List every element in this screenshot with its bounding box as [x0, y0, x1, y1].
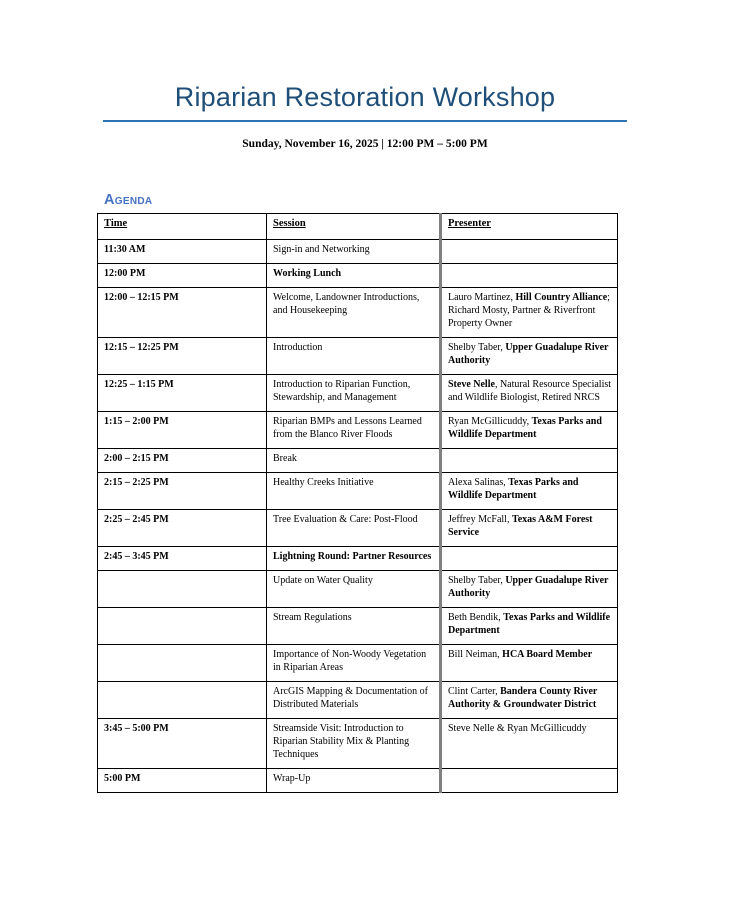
event-date-time: Sunday, November 16, 2025 | 12:00 PM – 5:00 PM: [242, 138, 488, 150]
agenda-table: [97, 213, 618, 793]
presenter-cell: [441, 645, 618, 682]
presenter-cell: [441, 412, 618, 449]
session-cell: [267, 264, 441, 288]
text-run: Break: [273, 453, 297, 464]
agenda-section-heading: Agenda: [104, 192, 153, 208]
agenda-row: [98, 375, 618, 412]
text-run: Introduction: [273, 342, 323, 353]
session-cell: [267, 608, 441, 645]
text-run: Texas Parks and Wildlife Department: [448, 477, 579, 501]
agenda-row: [98, 412, 618, 449]
text-run: ArcGIS Mapping & Documentation of Distributed Materials: [273, 686, 428, 710]
text-run: Wrap-Up: [273, 773, 311, 784]
time-cell: 2:15 – 2:25 PM: [98, 473, 267, 510]
text-run: Lightning Round: Partner Resources: [273, 551, 432, 562]
time-cell: [98, 608, 267, 645]
document-title: Riparian Restoration Workshop: [174, 82, 556, 112]
time-cell: 2:25 – 2:45 PM: [98, 510, 267, 547]
text-run: Lauro Martinez,: [448, 292, 516, 303]
header-row: [98, 214, 618, 240]
time-cell: 5:00 PM: [98, 769, 267, 793]
session-cell: [267, 449, 441, 473]
session-cell: [267, 645, 441, 682]
text-run: Stream Regulations: [273, 612, 352, 623]
text-run: Shelby Taber,: [448, 342, 506, 353]
presenter-cell: [441, 769, 618, 793]
session-cell: [267, 288, 441, 338]
text-run: Riparian BMPs and Lessons Learned from the Blanco River Floods: [273, 416, 422, 440]
agenda-row: [98, 608, 618, 645]
text-run: Beth Bendik,: [448, 612, 504, 623]
session-cell: [267, 412, 441, 449]
agenda-row: [98, 264, 618, 288]
text-run: ; Richard Mosty, Partner & Riverfront Property Owner: [448, 292, 610, 329]
agenda-row: [98, 510, 618, 547]
agenda-row: [98, 547, 618, 571]
text-run: Upper Guadalupe River Authority: [448, 342, 609, 366]
presenter-cell: [441, 264, 618, 288]
text-run: Welcome, Landowner Introductions, and Housekeeping: [273, 292, 420, 316]
time-cell: 12:00 PM: [98, 264, 267, 288]
session-cell: [267, 375, 441, 412]
session-cell: [267, 338, 441, 375]
title-underline-rule: [103, 120, 627, 122]
session-cell: [267, 769, 441, 793]
time-cell: [98, 645, 267, 682]
agenda-row: [98, 719, 618, 769]
session-cell: [267, 571, 441, 608]
session-cell: [267, 719, 441, 769]
presenter-cell: [441, 682, 618, 719]
agenda-row: [98, 338, 618, 375]
text-run: Tree Evaluation & Care: Post-Flood: [273, 514, 418, 525]
text-run: Jeffrey McFall,: [448, 514, 512, 525]
text-run: Bill Neiman,: [448, 649, 503, 660]
text-run: Sign-in and Networking: [273, 244, 370, 255]
text-run: Texas Parks and Wildlife Department: [448, 416, 602, 440]
time-cell: 12:25 – 1:15 PM: [98, 375, 267, 412]
text-run: Texas Parks and Wildlife Department: [448, 612, 611, 636]
session-cell: [267, 473, 441, 510]
text-run: Texas A&M Forest Service: [448, 514, 593, 538]
time-cell: 11:30 AM: [98, 240, 267, 264]
text-run: Introduction to Riparian Function, Stewardship, and Management: [273, 379, 411, 403]
presenter-cell: [441, 719, 618, 769]
time-cell: 2:00 – 2:15 PM: [98, 449, 267, 473]
text-run: Working Lunch: [273, 268, 342, 279]
text-run: HCA Board Member: [502, 649, 593, 660]
agenda-row: [98, 449, 618, 473]
session-cell: [267, 547, 441, 571]
time-cell: 12:15 – 12:25 PM: [98, 338, 267, 375]
column-header-session: Session: [267, 214, 441, 240]
presenter-cell: [441, 473, 618, 510]
time-cell: [98, 571, 267, 608]
text-run: Steve Nelle & Ryan McGillicuddy: [448, 723, 587, 734]
text-run: Steve Nelle: [448, 379, 495, 390]
agenda-row: [98, 473, 618, 510]
text-run: Importance of Non-Woody Vegetation in Riparian Areas: [273, 649, 427, 673]
text-run: Streamside Visit: Introduction to Riparian Stability Mix & Planting Techniques: [273, 723, 410, 760]
text-run: Healthy Creeks Initiative: [273, 477, 374, 488]
presenter-cell: [441, 547, 618, 571]
text-run: Alexa Salinas,: [448, 477, 509, 488]
session-cell: [267, 240, 441, 264]
text-run: Update on Water Quality: [273, 575, 373, 586]
agenda-row: [98, 682, 618, 719]
text-run: Ryan McGillicuddy,: [448, 416, 532, 427]
time-cell: 1:15 – 2:00 PM: [98, 412, 267, 449]
time-cell: 3:45 – 5:00 PM: [98, 719, 267, 769]
presenter-cell: [441, 338, 618, 375]
time-cell: 12:00 – 12:15 PM: [98, 288, 267, 338]
presenter-cell: [441, 449, 618, 473]
column-header-presenter: Presenter: [441, 214, 618, 240]
text-run: Clint Carter,: [448, 686, 501, 697]
text-run: Bandera County River Authority & Groundwater District: [448, 686, 598, 710]
agenda-row: [98, 288, 618, 338]
agenda-table-header: [98, 214, 618, 240]
text-run: Hill Country Alliance: [515, 292, 608, 303]
session-cell: [267, 682, 441, 719]
text-run: Shelby Taber,: [448, 575, 506, 586]
agenda-table-body: [98, 240, 618, 793]
presenter-cell: [441, 608, 618, 645]
presenter-cell: [441, 510, 618, 547]
agenda-row: [98, 769, 618, 793]
time-cell: [98, 682, 267, 719]
presenter-cell: [441, 571, 618, 608]
session-cell: [267, 510, 441, 547]
agenda-row: [98, 240, 618, 264]
agenda-row: [98, 571, 618, 608]
text-run: Upper Guadalupe River Authority: [448, 575, 609, 599]
text-run: , Natural Resource Specialist and Wildlife Biologist, Retired NRCS: [448, 379, 612, 403]
column-header-time: Time: [98, 214, 267, 240]
presenter-cell: [441, 288, 618, 338]
agenda-row: [98, 645, 618, 682]
time-cell: 2:45 – 3:45 PM: [98, 547, 267, 571]
presenter-cell: [441, 375, 618, 412]
presenter-cell: [441, 240, 618, 264]
